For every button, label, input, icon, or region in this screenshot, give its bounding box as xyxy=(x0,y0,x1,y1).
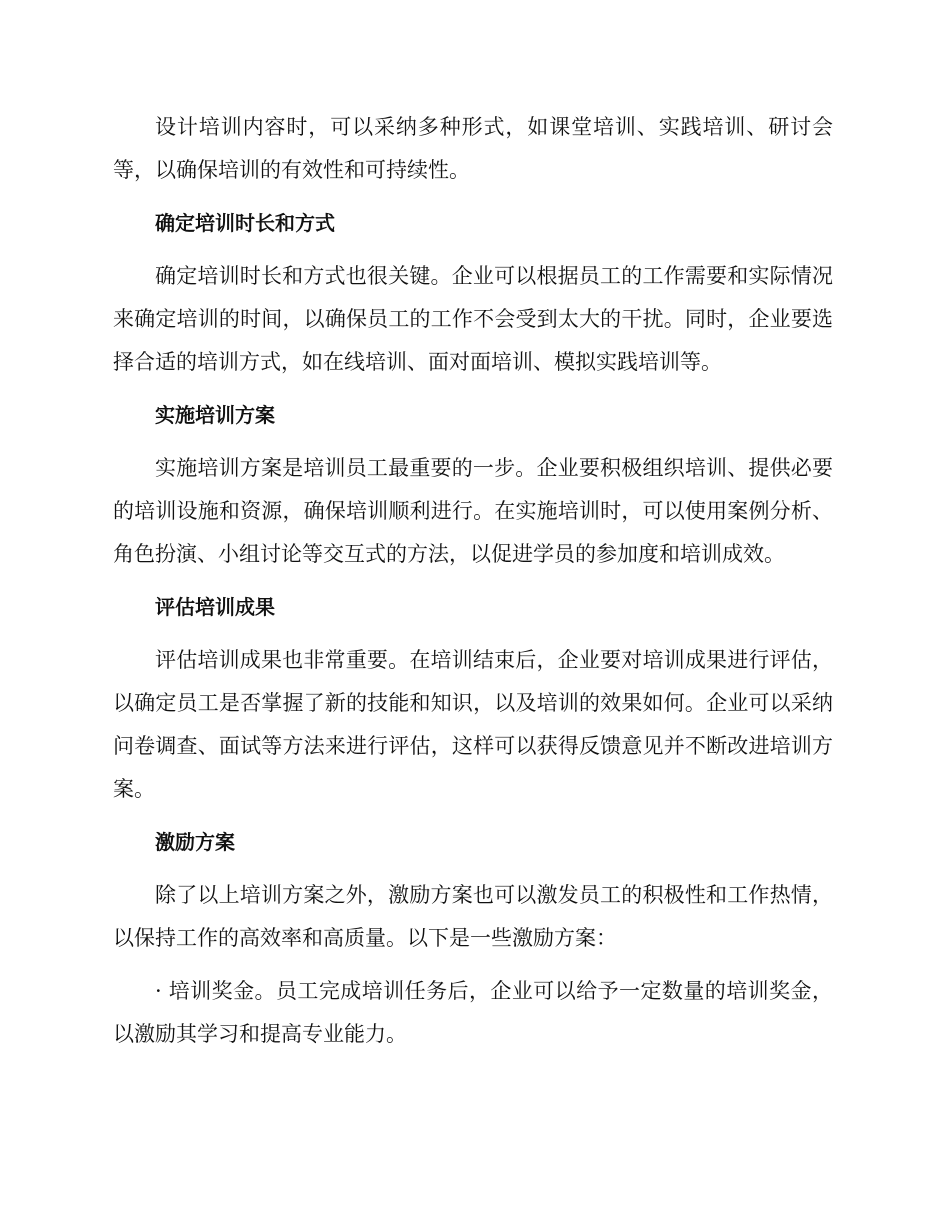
paragraph-evaluate-results: 评估培训成果也非常重要。在培训结束后，企业要对培训成果进行评估，以确定员工是否掌握了新的技能和知识，以及培训的效果如何。企业可以采纳问卷调查、面试等方法来进行评估，这样可以获得反馈意见并不断改进培训方案。 xyxy=(113,648,833,801)
paragraph-implement-plan: 实施培训方案是培训员工最重要的一步。企业要积极组织培训、提供必要的培训设施和资源，确保培训顺利进行。在实施培训时，可以使用案例分析、角色扮演、小组讨论等交互式的方法，以促进学员的参加度和培训成效。 xyxy=(113,456,833,566)
heading-evaluate-results: 评估培训成果 xyxy=(155,595,275,619)
paragraph-duration-method: 确定培训时长和方式也很关键。企业可以根据员工的工作需要和实际情况来确定培训的时间，以确保员工的工作不会受到太大的干扰。同时，企业要选择合适的培训方式，如在线培训、面对面培训、模拟实践培训等。 xyxy=(113,264,833,374)
document-body xyxy=(113,106,833,1066)
paragraph-incentive-intro: 除了以上培训方案之外，激励方案也可以激发员工的积极性和工作热情，以保持工作的高效率和高质量。以下是一些激励方案： xyxy=(113,883,833,950)
heading-implement-plan: 实施培训方案 xyxy=(155,403,275,427)
paragraph-content-design: 设计培训内容时，可以采纳多种形式，如课堂培训、实践培训、研讨会等，以确保培训的有效性和可持续性。 xyxy=(113,115,833,182)
heading-incentive-plan: 激励方案 xyxy=(155,830,235,854)
list-item-training-bonus: · 培训奖金。员工完成培训任务后，企业可以给予一定数量的培训奖金，以激励其学习和提高专业能力。 xyxy=(113,979,833,1046)
heading-duration-method: 确定培训时长和方式 xyxy=(155,211,335,235)
